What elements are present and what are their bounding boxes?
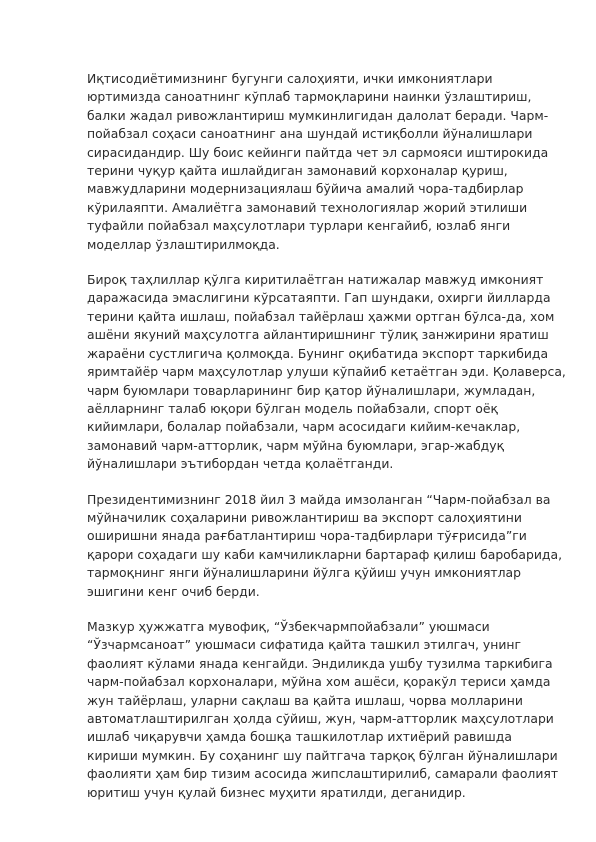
text-line: аёлларнинг талаб юқори бўлган модель пойабзали, спорт оёқ [87, 400, 498, 416]
text-line: юртимизда саноатнинг кўплаб тармоқларини наинки ўзлаштириш, [87, 89, 532, 105]
text-line: оширишни янада рағбатлантириш чора-тадбирлари тўғрисида”ги [87, 528, 527, 544]
text-line: кўрилаяпти. Амалиётга замонавий технологиялар жорий этилиши [87, 199, 528, 215]
text-line: чарм-пойабзал корхоналари, мўйна хом ашёси, қоракўл териси ҳамда [87, 674, 551, 690]
text-line: мавжудларини модернизациялаш бўйича амалий чора-тадбирлар [87, 181, 524, 197]
paragraph-2 [87, 271, 566, 473]
paragraph-4 [87, 618, 559, 802]
text-line: даражасида эмаслигини кўрсатаяпти. Гап шундаки, охирги йилларда [87, 290, 551, 306]
text-line: терини қайта ишлаш, пойабзал тайёрлаш ҳажми ортган бўлса-да, хом [87, 308, 555, 324]
text-line: яримтайёр чарм маҳсулотлар улуши кўпайиб кетаётган эди. Қолаверса, [87, 364, 566, 380]
text-line: замонавий чарм-атторлик, чарм мўйна буюмлари, эгар-жабдуқ [87, 437, 505, 453]
text-line: “Ўзчармсаноат” уюшмаси сифатида қайта ташкил этилгач, унинг [87, 637, 522, 653]
text-line: Иқтисодиётимизнинг бугунги салоҳияти, ички имкониятлари [87, 71, 493, 86]
text-line: Мазкур ҳужжатга мувофиқ, “Ўзбекчармпойабзали” уюшмаси [87, 618, 490, 634]
text-line: ишлаб чиқарувчи ҳамда бошқа ташкилотлар ихтиёрий равишда [87, 729, 512, 745]
text-line: йўналишлари эътибордан четда қолаётганди. [87, 456, 394, 472]
text-line: мўйначилик соҳаларини ривожлантириш ва экспорт салоҳиятини [87, 509, 522, 525]
text-line: автоматлаштирилган ҳолда сўйиш, жун, чарм-атторлик маҳсулотлари [87, 711, 554, 726]
text-line: чарм буюмлари товарларининг бир қатор йўналишлари, жумладан, [87, 382, 536, 398]
document-body [87, 70, 566, 819]
text-line: жараёни сустлигича қолмоқда. Бунинг оқибатида экспорт таркибида [87, 345, 549, 361]
text-line: кийимлари, болалар пойабзали, чарм асосидаги кийим-кечаклар, [87, 419, 521, 435]
text-line: қарори соҳадаги шу каби камчиликларни бартараф қилиш баробарида, [87, 546, 563, 562]
text-line: фаолият кўлами янада кенгайди. Эндиликда ушбу тузилма таркибига [87, 655, 553, 671]
text-line: юритиш учун қулай бизнес муҳити яратилди, деганидир. [87, 784, 466, 800]
text-line: балки жадал ривожлантириш мумкинлигидан далолат беради. Чарм- [87, 107, 549, 123]
text-line: кириши мумкин. Бу соҳанинг шу пайтгача тарқоқ бўлган йўналишлари [87, 747, 558, 763]
text-line: жун тайёрлаш, уларни сақлаш ва қайта ишлаш, чорва молларини [87, 692, 523, 708]
text-line: терини чуқур қайта ишлайдиган замонавий корхоналар қуриш, [87, 163, 508, 179]
text-line: пойабзал соҳаси саноатнинг ана шундай истиқболли йўналишлари [87, 126, 533, 142]
text-line: Бироқ таҳлиллар қўлга киритилаётган натижалар мавжуд имконият [87, 272, 544, 288]
paragraph-1 [87, 70, 549, 254]
text-line: тармоқнинг янги йўналишларини йўлга қўйиш учун имкониятлар [87, 565, 521, 581]
text-line: эшигини кенг очиб берди. [87, 583, 260, 599]
paragraph-3 [87, 491, 563, 601]
text-line: моделлар ўзлаштирилмоқда. [87, 236, 280, 252]
text-line: туфайли пойабзал маҳсулотлари турлари кенгайиб, юзлаб янги [87, 218, 511, 234]
text-line: фаолияти ҳам бир тизим асосида жипслаштирилиб, самарали фаолият [87, 766, 559, 782]
text-line: ашёни якуний маҳсулотга айлантиришнинг тўлиқ занжирини яратиш [87, 327, 549, 343]
text-line: сирасидандир. Шу боис кейинги пайтда чет эл сармояси иштирокида [87, 144, 549, 160]
text-line: Президентимизнинг 2018 йил 3 майда имзоланган “Чарм-пойабзал ва [87, 491, 551, 507]
